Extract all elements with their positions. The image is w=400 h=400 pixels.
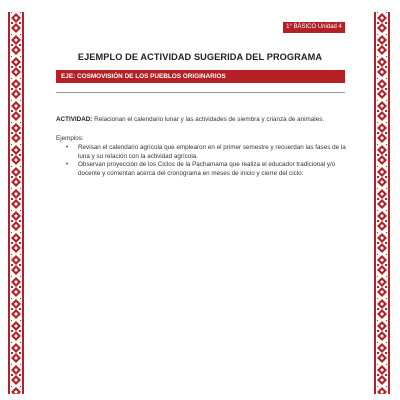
activity-content xyxy=(56,116,346,179)
list-item xyxy=(66,161,346,178)
example-text: Revisan el calendario agrícola que emplearon en el primer semestre y recuerdan las fases de la luna y su relación con la actividad agrícola. xyxy=(78,144,346,160)
list-item xyxy=(66,144,346,161)
activity-paragraph xyxy=(56,116,346,125)
bullet-icon: • xyxy=(66,162,69,169)
activity-text: Relacionan el calendario lunar y las actividades de siembra y crianza de animales. xyxy=(92,116,325,123)
eje-banner: EJE: COSMOVISIÓN DE LOS PUEBLOS ORIGINARIOS xyxy=(56,70,345,83)
left-decorative-border xyxy=(8,12,24,394)
page-title: EJEMPLO DE ACTIVIDAD SUGERIDA DEL PROGRAMA xyxy=(77,52,323,62)
decorative-dot xyxy=(11,257,13,259)
example-text: Observan proyección de los Ciclos de la Pachamama que realiza el educador tradicional y/o docente y comentan acerca del cronograma en meses de inicio y cierre del ciclo: xyxy=(78,161,336,177)
activity-label: ACTIVIDAD: xyxy=(56,116,93,123)
divider xyxy=(56,92,345,93)
examples-heading: Ejemplos: xyxy=(56,134,84,142)
right-decorative-border xyxy=(374,12,390,394)
examples-list xyxy=(56,144,346,178)
bullet-icon: • xyxy=(66,145,69,152)
unit-badge: 1° BÁSICO Unidad 4 xyxy=(283,22,345,33)
